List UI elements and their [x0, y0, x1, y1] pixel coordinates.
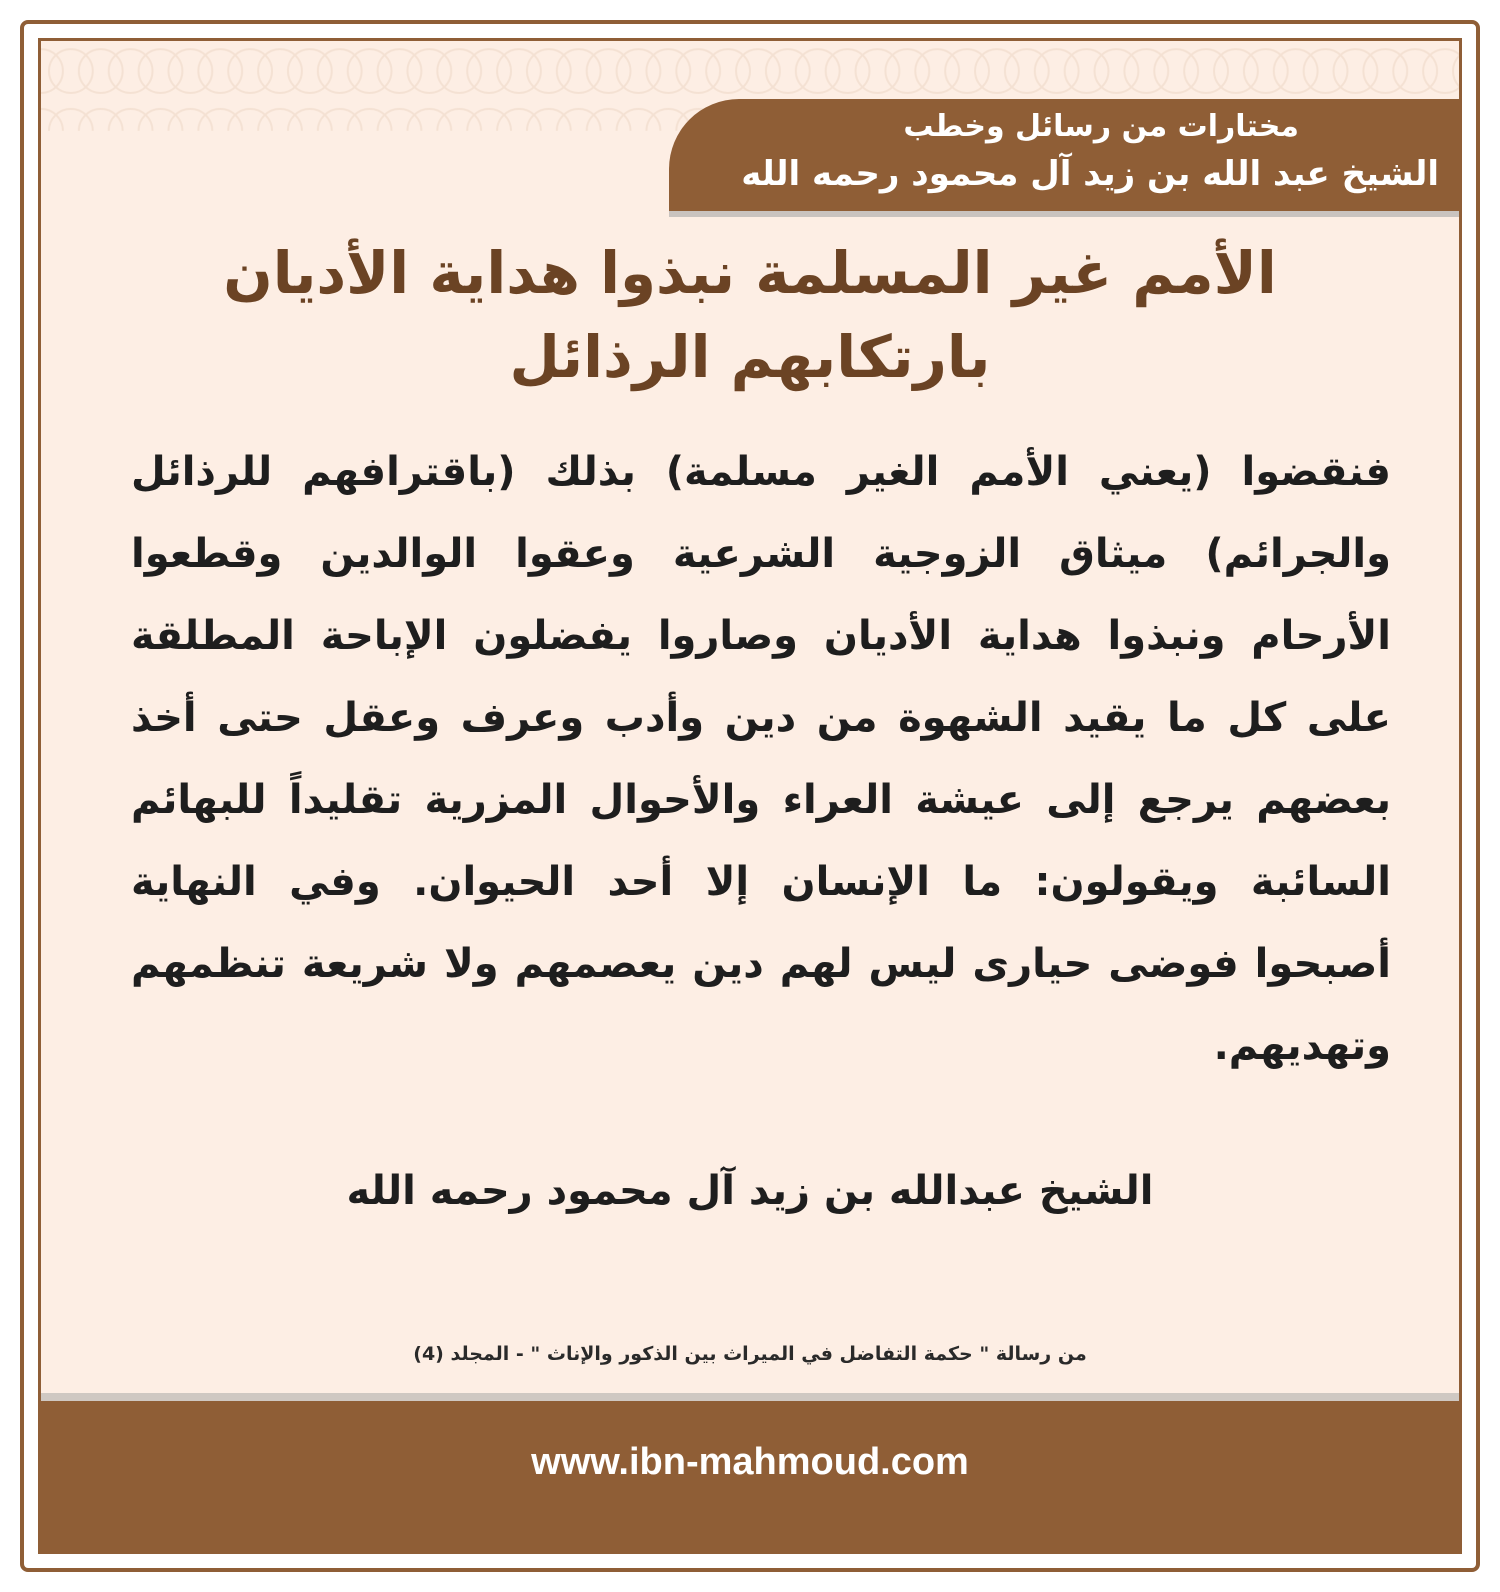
page-title [41, 231, 1459, 399]
header-author: الشيخ عبد الله بن زيد آل محمود رحمه الله [741, 154, 1439, 194]
header-subtitle: مختارات من رسائل وخطب [903, 109, 1299, 144]
quote-body: فنقضوا (يعني الأمم الغير مسلمة) بذلك (باقترافهم للرذائل والجرائم) ميثاق الزوجية الشرعية وعقوا الوالدين وقطعوا الأرحام ونبذوا هداية الأديان وصاروا يفضلون الإباحة المطلقة على كل ما يقيد الشهوة من دين وأدب وعرف وعقل حتى أخذ بعضهم يرجع إلى عيشة العراء والأحوال المزرية تقليداً للبهائم السائبة ويقولون: ما الإنسان إلا أحد الحيوان. وفي النهاية أصبحوا فوضى حيارى ليس لهم دين يعصمهم ولا شريعة تنظمهم وتهديهم. [131, 449, 1391, 1069]
header-banner [669, 99, 1459, 211]
source-reference: من رسالة " حكمة التفاضل في الميراث بين الذكور والإناث " - المجلد (4) [413, 1343, 1087, 1365]
website-link[interactable]: www.ibn-mahmoud.com [531, 1441, 969, 1483]
author-signature: الشيخ عبدالله بن زيد آل محمود رحمه الله [346, 1168, 1154, 1214]
title-line-2: بارتكابهم الرذائل [509, 323, 991, 391]
title-line-1: الأمم غير المسلمة نبذوا هداية الأديان [223, 239, 1277, 307]
card [38, 38, 1462, 1554]
footer-divider [41, 1393, 1459, 1401]
